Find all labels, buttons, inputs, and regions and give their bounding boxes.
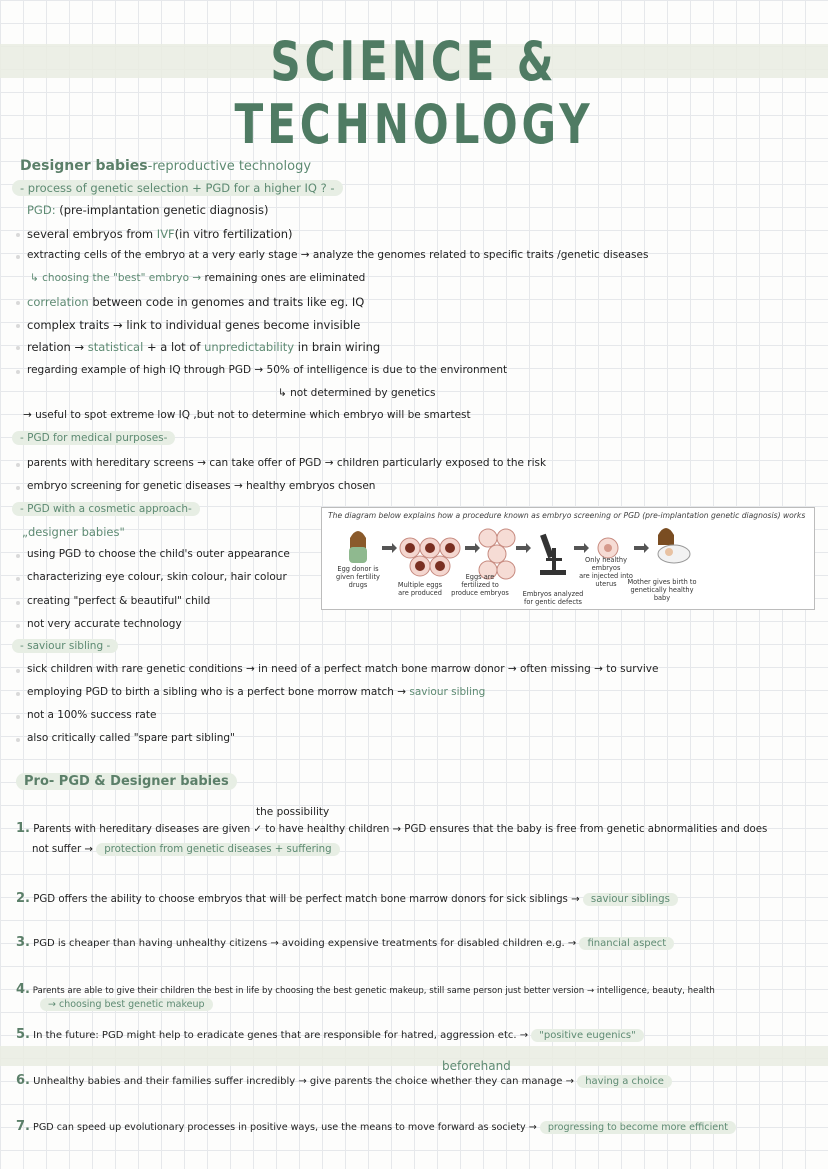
section4-line3: not a 100% success rate — [27, 709, 157, 721]
pro1-number: 1. — [16, 821, 30, 836]
section1-heading: Designer babies — [20, 158, 148, 174]
section4-heading: - saviour sibling - — [12, 639, 118, 653]
section1-question: - process of genetic selection + PGD for a higher IQ ? - — [12, 180, 343, 196]
section4-line4: also critically called "spare part sibling" — [27, 732, 235, 744]
ivf-expansion: (in vitro fertilization) — [174, 227, 293, 241]
pro-item-2 — [16, 891, 678, 906]
ivf-text: several embryos from — [27, 227, 157, 241]
eliminated-text: remaining ones are eliminated — [204, 272, 366, 284]
pgd-prefix: PGD: — [27, 203, 56, 217]
bottom-band — [0, 1046, 828, 1066]
saviour-term: saviour sibling — [409, 686, 486, 698]
pro-item-7 — [16, 1119, 736, 1134]
pro5-text: In the future: PGD might help to eradicate genes that are responsible for hatred, aggression etc. → — [33, 1030, 532, 1041]
pro1-highlight: protection from genetic diseases + suffering — [96, 843, 339, 856]
pro7-number: 7. — [16, 1119, 30, 1134]
pro2-text: PGD offers the ability to choose embryos that will be perfect match bone marrow donors for sick siblings → — [33, 894, 583, 905]
page-title: SCIENCE & TECHNOLOGY — [234, 30, 594, 156]
pro-heading: Pro- PGD & Designer babies — [16, 773, 237, 790]
relation-b: statistical — [87, 340, 144, 354]
pro7-text: PGD can speed up evolutionary processes in positive ways, use the means to move forward as society → — [33, 1122, 540, 1133]
line-complex: complex traits → link to individual genes become invisible — [27, 318, 361, 332]
pgd-definition — [27, 203, 268, 217]
pro-item-1-cont — [32, 844, 340, 855]
line-relation — [27, 340, 380, 354]
pgd-def: (pre-implantation genetic diagnosis) — [59, 203, 269, 217]
section3-line2: characterizing eye colour, skin colour, hair colour — [27, 571, 287, 583]
pro2-highlight: saviour siblings — [583, 893, 678, 906]
line-choosing — [30, 272, 365, 284]
line-regarding: regarding example of high IQ through PGD → 50% of intelligence is due to the environment — [27, 364, 508, 376]
diagram-caption: The diagram below explains how a procedure known as embryo screening or PGD (pre-implantation genetic diagnosis) works — [328, 511, 806, 520]
section2-line2: embryo screening for genetic diseases → healthy embryos chosen — [27, 480, 376, 492]
line-not-determined: ↳ not determined by genetics — [278, 387, 436, 399]
label-multiple-eggs: Multiple eggs are produced — [397, 581, 443, 597]
pro-item-4-cont: → choosing best genetic makeup — [40, 998, 213, 1011]
pro1-text-b: not suffer → — [32, 844, 97, 855]
pro6-text: Unhealthy babies and their families suffer incredibly → give parents the choice whether they can manage → — [33, 1076, 578, 1087]
section4-line1: sick children with rare genetic conditions → in need of a perfect match bone marrow donor → often missing → to survive — [27, 663, 659, 675]
pro2-number: 2. — [16, 891, 30, 906]
pro3-number: 3. — [16, 935, 30, 950]
relation-a: relation → — [27, 340, 88, 354]
donor-figure-icon — [349, 531, 367, 563]
pro6-annotation: beforehand — [442, 1059, 511, 1073]
section3-line1: using PGD to choose the child's outer appearance — [27, 548, 290, 560]
line-useful: → useful to spot extreme low IQ ,but not to determine which embryo will be smartest — [23, 409, 471, 421]
pro6-number: 6. — [16, 1073, 30, 1088]
section2-line1: parents with hereditary screens → can take offer of PGD → children particularly exposed to the risk — [27, 457, 547, 469]
label-eggs-fertilized: Eggs are fertilized to produce embryos — [451, 573, 509, 597]
section2-heading: - PGD for medical purposes- — [12, 431, 175, 445]
pro-item-1 — [16, 821, 767, 836]
line-correlation — [27, 295, 364, 309]
label-embryos-analyzed: Embryos analyzed for gentic defects — [522, 590, 584, 606]
line-extracting: extracting cells of the embryo at a very early stage → analyze the genomes related to specific traits /genetic diseases — [27, 249, 649, 261]
microscope-icon — [540, 534, 566, 575]
saviour-text: employing PGD to birth a sibling who is a perfect bone morrow match → — [27, 686, 410, 698]
ivf-term: IVF — [156, 227, 175, 241]
pro5-highlight: "positive eugenics" — [531, 1029, 643, 1042]
choosing-text: ↳ choosing the "best" embryo → — [30, 272, 205, 284]
section3-heading: - PGD with a cosmetic approach- — [12, 502, 200, 516]
label-mother-gives-birth: Mother gives birth to genetically healthy baby — [627, 578, 697, 602]
pro4-text: Parents are able to give their children the best in life by choosing the best genetic makeup, still same person just better version → intelligence, beauty, health — [32, 986, 715, 996]
egg-cells-icon — [400, 538, 460, 576]
pro-item-3 — [16, 935, 674, 950]
pgd-diagram — [321, 507, 815, 610]
pro5-number: 5. — [16, 1027, 30, 1042]
pro-item-4 — [16, 982, 715, 997]
pro-item-5 — [16, 1027, 644, 1042]
label-egg-donor: Egg donor is given fertility drugs — [336, 565, 380, 589]
relation-e: in brain wiring — [294, 340, 381, 354]
pro1-annotation: the possibility — [256, 806, 330, 818]
pro1-text: Parents with hereditary diseases are given ✓ to have healthy children → PGD ensures that the baby is free from genetic abnormalities and does — [33, 824, 768, 835]
embryos-icon — [479, 529, 515, 579]
pro6-highlight: having a choice — [577, 1075, 672, 1088]
correlation-text: between code in genomes and traits like eg. IQ — [88, 295, 365, 309]
pro4-number: 4. — [16, 982, 30, 997]
healthy-embryo-icon — [598, 538, 618, 558]
correlation-term: correlation — [27, 295, 89, 309]
relation-d: unpredictability — [204, 340, 295, 354]
section3-line3: creating "perfect & beautiful" child — [27, 595, 211, 607]
designer-babies-quote: „designer babies" — [22, 525, 125, 539]
mother-baby-icon — [658, 528, 690, 563]
line-ivf — [27, 227, 293, 241]
section1-title — [20, 155, 311, 174]
relation-c: + a lot of — [143, 340, 205, 354]
section4-line2 — [27, 686, 485, 698]
pro-item-6 — [16, 1073, 672, 1088]
label-healthy-embryos: Only healthy embryos are injected into uterus — [579, 556, 633, 588]
section1-subheading: -reproductive technology — [147, 159, 312, 174]
pro3-text: PGD is cheaper than having unhealthy citizens → avoiding expensive treatments for disabled children e.g. → — [33, 938, 580, 949]
pro3-highlight: financial aspect — [579, 937, 674, 950]
section3-line4: not very accurate technology — [27, 618, 182, 630]
pro7-highlight: progressing to become more efficient — [540, 1121, 736, 1134]
